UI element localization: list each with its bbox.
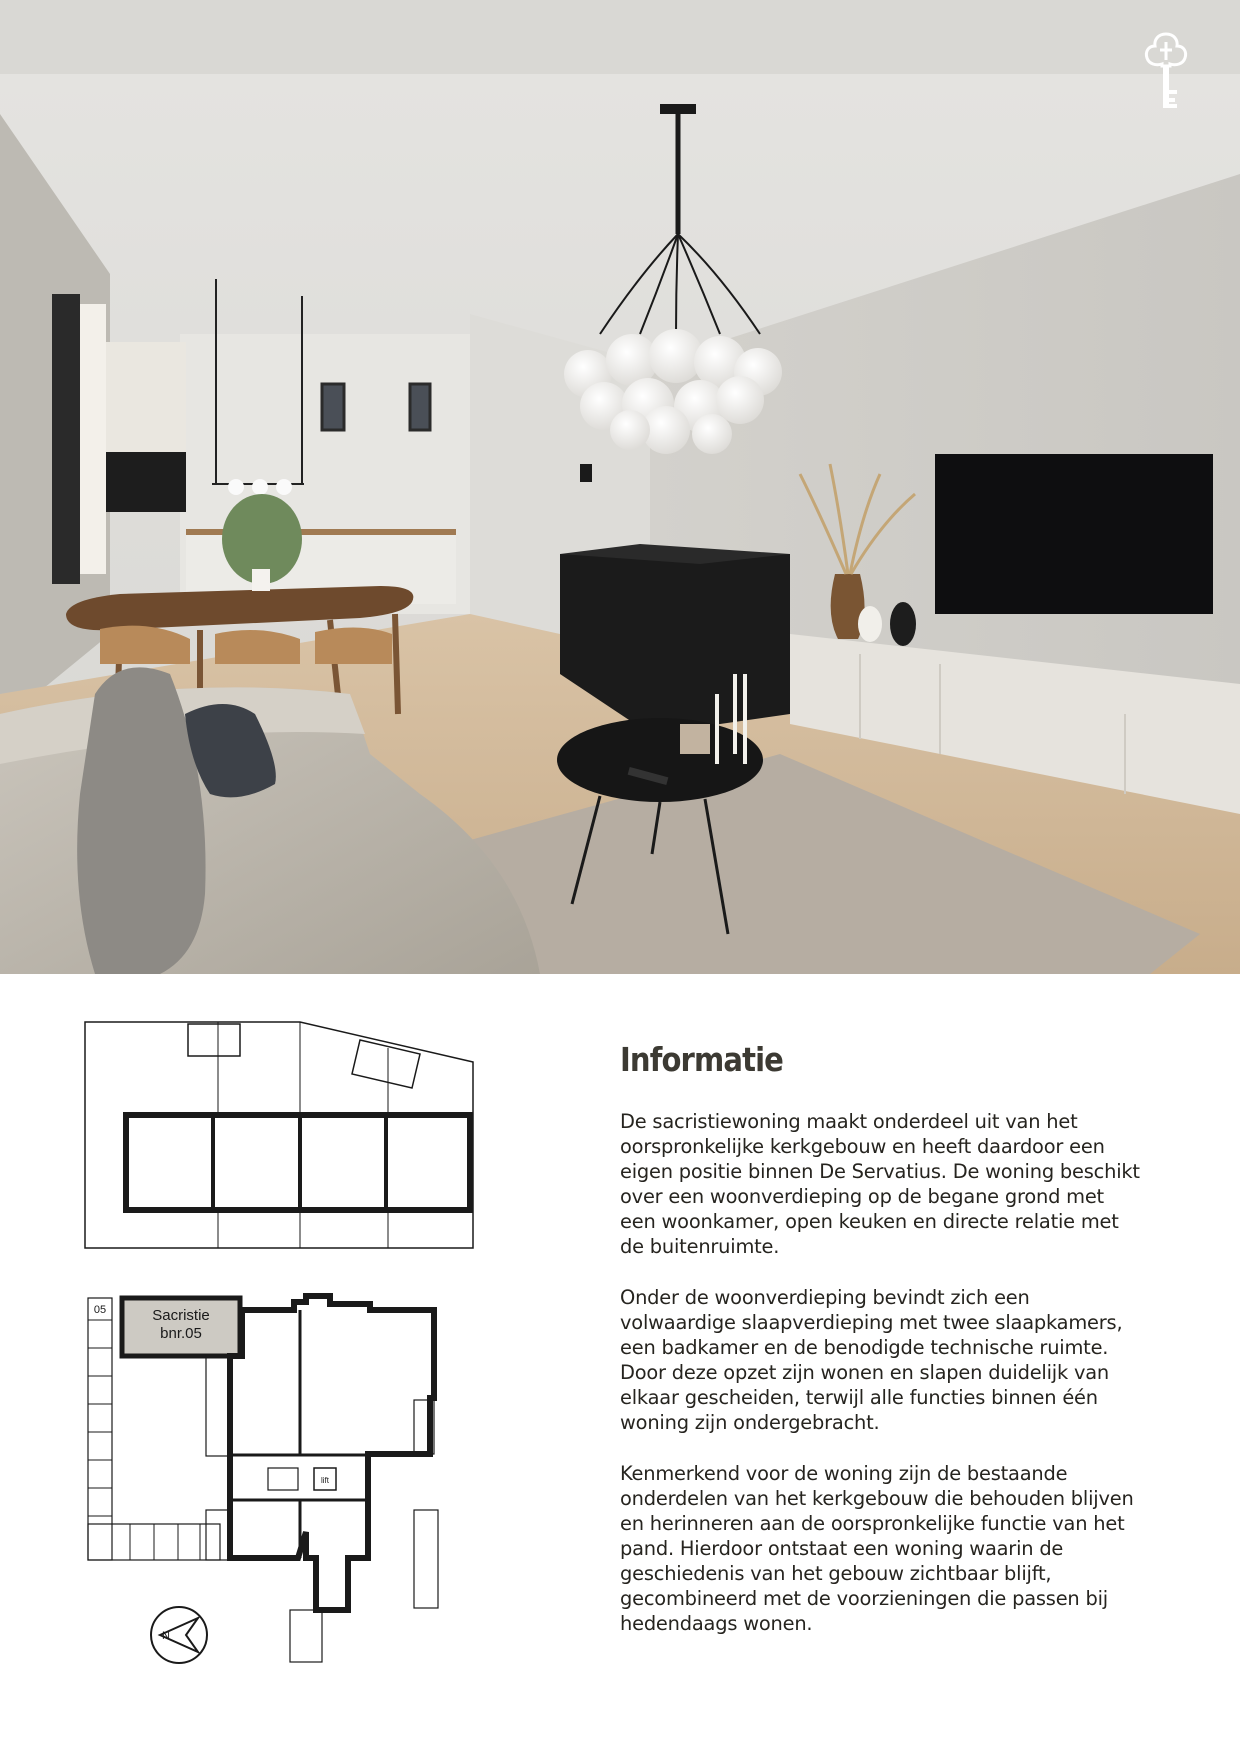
info-title: Informatie — [620, 1040, 783, 1079]
top-bar — [0, 0, 1240, 74]
floor-plan-lower — [88, 1296, 438, 1663]
lift-label: lift — [321, 1476, 329, 1485]
compass-north-label: N — [162, 1630, 170, 1642]
info-section — [620, 1040, 1140, 1662]
unit-label-line2: bnr.05 — [160, 1325, 202, 1342]
info-paragraph: Onder de woonverdieping bevindt zich een volwaardige slaapverdieping met twee slaapkamers, een badkamer en de benodigde technische ruimte. Door deze opzet zijn wonen en slapen duidelijk van elkaar gescheiden, terwijl alle functies binnen één woning zijn ondergebracht. — [620, 1286, 1123, 1434]
living-room-interior-photo — [0, 74, 1240, 974]
unit-label-line1: Sacristie — [152, 1307, 210, 1324]
floorplan-area — [70, 1010, 490, 1690]
info-paragraph: Kenmerkend voor de woning zijn de bestaande onderdelen van het kerkgebouw die behouden blijven en herinneren aan de oorspronkelijke functie van het pand. Hierdoor ontstaat een woning waarin de geschiedenis van het gebouw zichtbaar blijft, gecombineerd met de voorzieningen die passen bij hedendaags wonen. — [620, 1462, 1134, 1635]
site-plan-upper — [85, 1022, 473, 1248]
info-paragraph: De sacristiewoning maakt onderdeel uit van het oorspronkelijke kerkgebouw en heeft daardoor een eigen positie binnen De Servatius. De woning beschikt over een woonverdieping op de begane grond met een woonkamer, open keuken en directe relatie met de buitenruimte. — [620, 1110, 1140, 1258]
tree-key-icon — [1140, 30, 1192, 116]
unit-number-label: 05 — [93, 1304, 107, 1316]
